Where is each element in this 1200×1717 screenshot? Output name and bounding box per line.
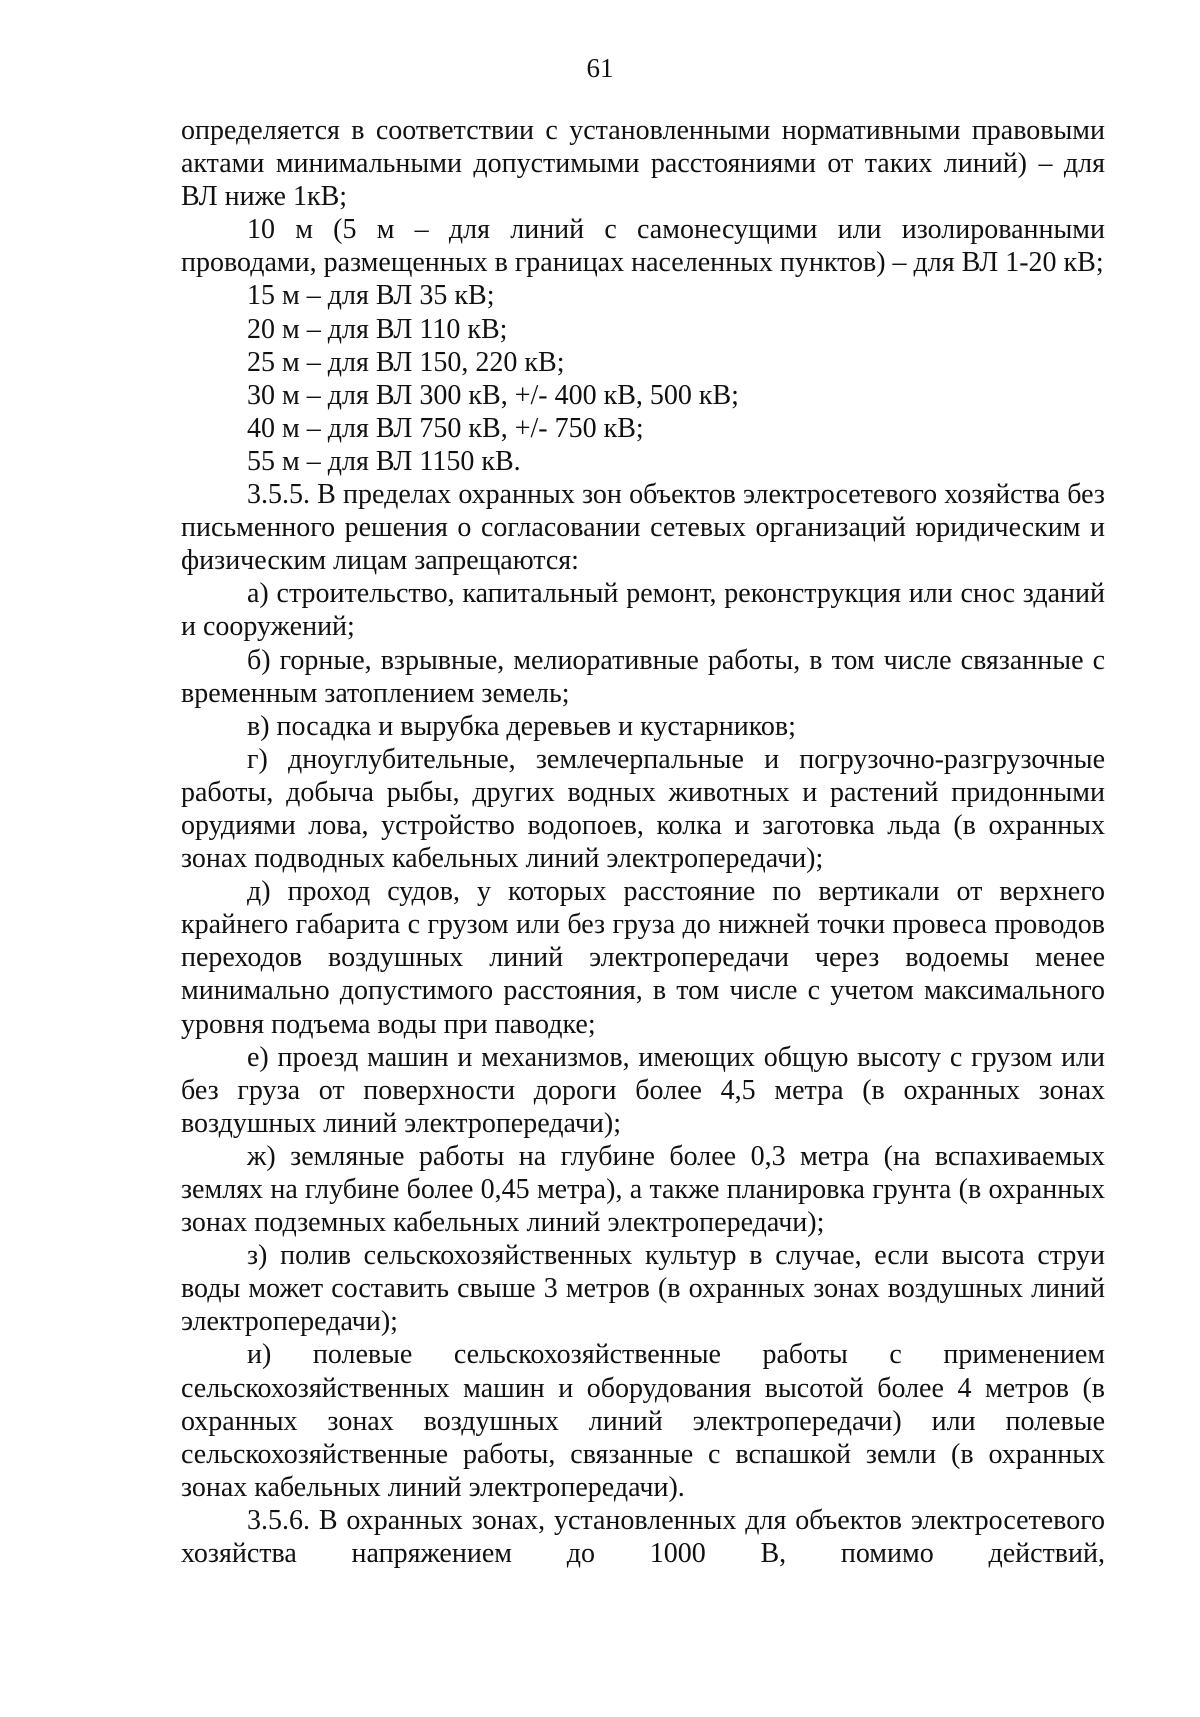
list-item-25m: 25 м – для ВЛ 150, 220 кВ; — [247, 346, 565, 378]
paragraph-3-5-6: 3.5.6. В охранных зонах, установленных для объектов электросетевого хозяйства напряжением до 1000 В, помимо действий, — [181, 1504, 1105, 1570]
list-item-g: г) дноуглубительные, землечерпальные и погрузочно-разгрузочные работы, добыча рыбы, других водных животных и растений придонными орудиями лова, устройство водопоев, колка и заготовка льда (в охранных зонах подводных кабельных линий электропередачи); — [181, 743, 1105, 875]
paragraph-3-5-5: 3.5.5. В пределах охранных зон объектов электросетевого хозяйства без письменного решения о согласовании сетевых организаций юридическим и физическим лицам запрещаются: — [181, 479, 1105, 577]
list-item-i: и) полевые сельскохозяйственные работы с применением сельскохозяйственных машин и оборудования высотой более 4 метров (в охранных зонах воздушных линий электропередачи) или полевые сельскохозяйственные работы, связанные с вспашкой земли (в охранных зонах кабельных линий электропередачи). — [181, 1339, 1105, 1503]
list-item-d: д) проход судов, у которых расстояние по вертикали от верхнего крайнего габарита с грузом или без груза до нижней точки провеса проводов переходов воздушных линий электропередачи через водоемы менее минимально допустимого расстояния, в том числе с учетом максимального уровня подъема воды при паводке; — [181, 876, 1105, 1040]
document-body — [181, 114, 1105, 1570]
paragraph-10m: 10 м (5 м – для линий с самонесущими или изолированными проводами, размещенных в границах населенных пунктов) – для ВЛ 1-20 кВ; — [181, 214, 1105, 279]
list-item-b: б) горные, взрывные, мелиоративные работы, в том числе связанные с временным затоплением земель; — [181, 644, 1105, 709]
list-item-zh: ж) земляные работы на глубине более 0,3 метра (на вспахиваемых землях на глубине более 0,45 метра), а также планировка грунта (в охранных зонах подземных кабельных линий электропередачи); — [181, 1140, 1105, 1239]
paragraph-continuation: определяется в соответствии с установленными нормативными правовыми актами минимальными допустимыми расстояниями от таких линий) – для ВЛ ниже 1кВ; — [181, 115, 1105, 213]
list-item-e: е) проезд машин и механизмов, имеющих общую высоту с грузом или без груза от поверхности дороги более 4,5 метра (в охранных зонах воздушных линий электропередачи); — [181, 1041, 1105, 1139]
list-item-15m: 15 м – для ВЛ 35 кВ; — [247, 280, 495, 312]
list-item-55m: 55 м – для ВЛ 1150 кВ. — [247, 445, 521, 477]
page-number: 61 — [586, 53, 614, 83]
list-item-z: з) полив сельскохозяйственных культур в случае, если высота струи воды может составить свыше 3 метров (в охранных зонах воздушных линий электропередачи); — [181, 1240, 1105, 1338]
list-item-v: в) посадка и вырубка деревьев и кустарников; — [247, 710, 796, 742]
list-item-30m: 30 м – для ВЛ 300 кВ, +/- 400 кВ, 500 кВ; — [247, 379, 739, 411]
list-item-20m: 20 м – для ВЛ 110 кВ; — [247, 313, 508, 345]
list-item-40m: 40 м – для ВЛ 750 кВ, +/- 750 кВ; — [247, 412, 644, 444]
list-item-a: а) строительство, капитальный ремонт, реконструкция или снос зданий и сооружений; — [181, 578, 1105, 643]
